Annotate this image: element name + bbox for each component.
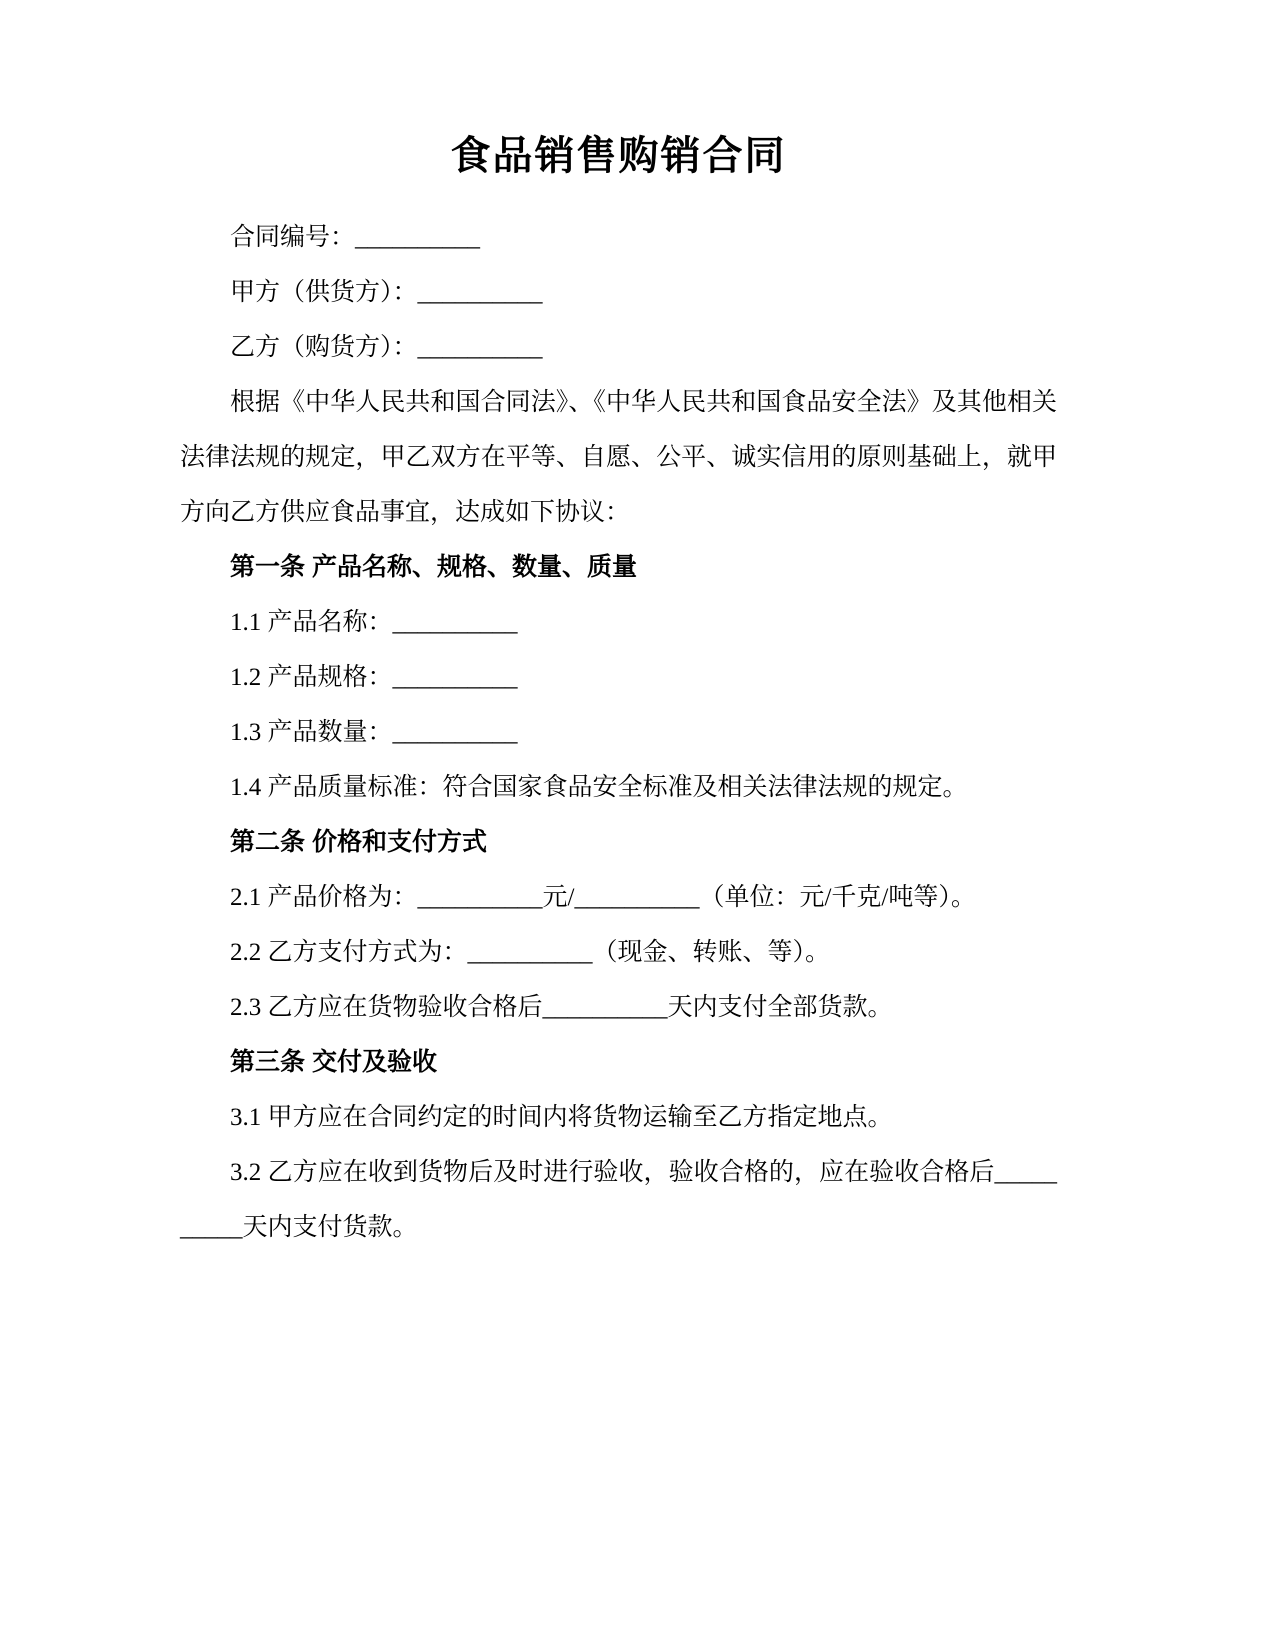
para-1-4-quality-standard: 1.4 产品质量标准：符合国家食品安全标准及相关法律法规的规定。 xyxy=(230,774,968,801)
para-3-2-acceptance: 3.2 乙方应在收到货物后及时进行验收，验收合格的，应在验收合格后__________天内支付货款。 xyxy=(180,1159,1057,1241)
field-party-b-buyer: 乙方（购货方）：__________ xyxy=(230,334,543,361)
line-2-2-payment-method: 2.2 乙方支付方式为：__________（现金、转账、等）。 xyxy=(230,939,831,966)
line-3-1-delivery: 3.1 甲方应在合同约定的时间内将货物运输至乙方指定地点。 xyxy=(230,1104,893,1131)
heading-article-2: 第二条 价格和支付方式 xyxy=(230,828,487,856)
field-party-a-supplier: 甲方（供货方）：__________ xyxy=(230,279,543,306)
para-preamble: 根据《中华人民共和国合同法》、《中华人民共和国食品安全法》及其他相关法律法规的规定，甲乙双方在平等、自愿、公平、诚实信用的原则基础上，就甲方向乙方供应食品事宜，达成如下协议： xyxy=(180,389,1057,526)
field-contract-number: 合同编号：__________ xyxy=(230,224,481,251)
document-title: 食品销售购销合同 xyxy=(450,133,787,178)
line-2-3-payment-deadline: 2.3 乙方应在货物验收合格后__________天内支付全部货款。 xyxy=(230,994,893,1021)
line-1-1-product-name: 1.1 产品名称：__________ xyxy=(230,609,518,636)
para-2-1-price: 2.1 产品价格为：__________元/__________（单位：元/千克/吨等）。 xyxy=(230,884,976,911)
heading-article-3: 第三条 交付及验收 xyxy=(230,1048,437,1076)
heading-article-1: 第一条 产品名称、规格、数量、质量 xyxy=(230,553,637,581)
line-1-2-product-spec: 1.2 产品规格：__________ xyxy=(230,664,518,691)
line-1-3-product-quantity: 1.3 产品数量：__________ xyxy=(230,719,518,746)
